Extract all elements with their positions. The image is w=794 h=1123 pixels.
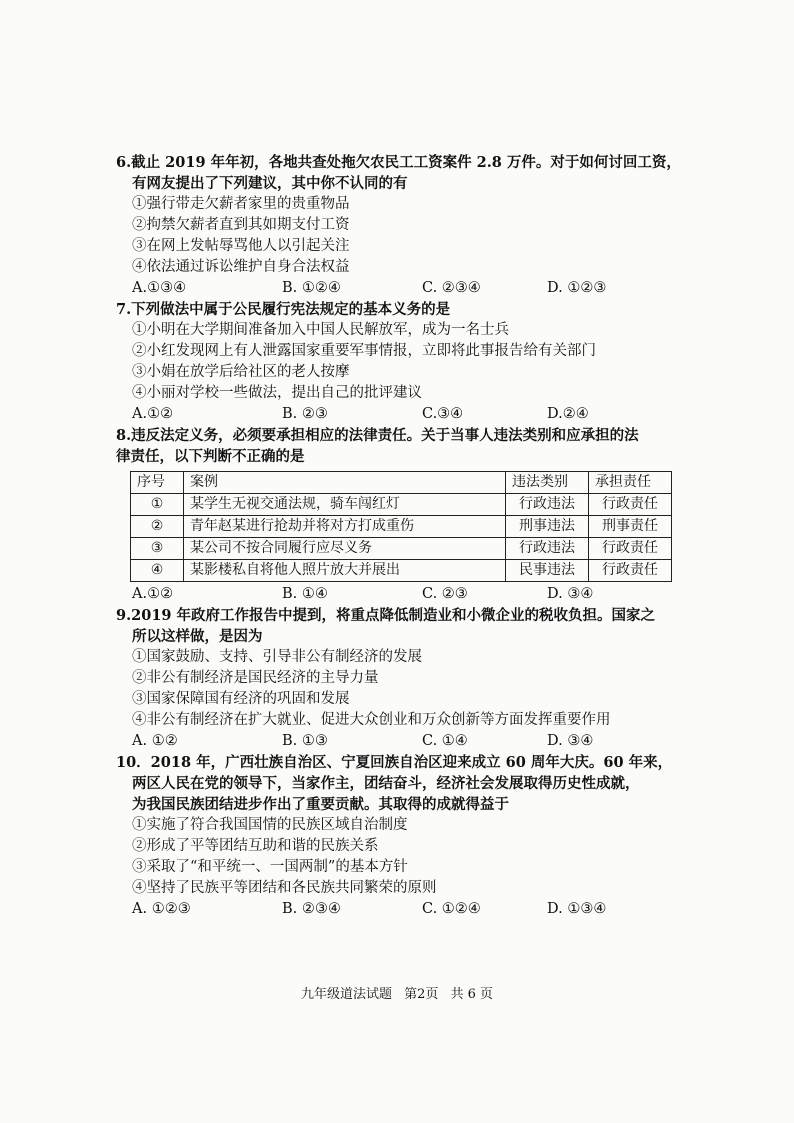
question-6	[116, 152, 686, 299]
choice-a: A.①②	[132, 586, 174, 602]
table-row	[131, 560, 672, 582]
question-9-option-4: ④非公有制经济在扩大就业、促进大众创业和万众创新等方面发挥重要作用	[132, 712, 611, 728]
footer-page-number: 第2页	[404, 987, 439, 1002]
choice-a: A.①③④	[132, 280, 187, 296]
question-9-option-3: ③国家保障国有经济的巩固和发展	[132, 691, 350, 707]
question-10-option-3: ③采取了“和平统一、一国两制”的基本方针	[132, 859, 408, 875]
choice-a: A. ①②③	[132, 901, 191, 917]
question-10-choices	[116, 899, 686, 920]
question-9	[116, 605, 686, 752]
question-10	[116, 752, 686, 920]
question-9-stem-line1: 9.2019 年政府工作报告中提到，将重点降低制造业和小微企业的税收负担。国家之	[116, 607, 656, 624]
table-header-number: 序号	[131, 472, 184, 494]
table-cell: 某影楼私自将他人照片放大并展出	[184, 560, 506, 582]
question-7	[116, 299, 686, 425]
table-cell: 行政违法	[506, 494, 589, 516]
table-row	[131, 494, 672, 516]
choice-d: D. ①②③	[547, 280, 607, 296]
question-10-option-2: ②形成了平等团结互助和谐的民族关系	[132, 838, 379, 854]
table-row	[131, 538, 672, 560]
table-header-row	[131, 472, 672, 494]
table-header-liability: 承担责任	[589, 472, 672, 494]
table-header-violation-type: 违法类别	[506, 472, 589, 494]
question-6-option-4: ④依法通过诉讼维护自身合法权益	[132, 259, 350, 275]
question-9-option-2: ②非公有制经济是国民经济的主导力量	[132, 670, 379, 686]
question-7-option-2: ②小红发现网上有人泄露国家重要军事情报，立即将此事报告给有关部门	[132, 343, 596, 359]
question-9-option-1: ①国家鼓励、支持、引导非公有制经济的发展	[132, 649, 422, 665]
question-6-stem-line1: 6.截止 2019 年年初，各地共查处拖欠农民工工资案件 2.8 万件。对于如何讨回工资，	[116, 154, 681, 171]
table-cell: ①	[131, 494, 184, 516]
question-8-choices	[116, 584, 686, 605]
choice-d: D. ③④	[547, 733, 594, 749]
question-7-stem-line1: 7.下列做法中属于公民履行宪法规定的基本义务的是	[116, 301, 451, 318]
question-6-option-1: ①强行带走欠薪者家里的贵重物品	[132, 196, 350, 212]
table-cell: 某学生无视交通法规，骑车闯红灯	[184, 494, 506, 516]
question-7-option-4: ④小丽对学校一些做法，提出自己的批评建议	[132, 385, 422, 401]
question-7-choices	[116, 404, 686, 425]
question-7-option-3: ③小娟在放学后给社区的老人按摩	[132, 364, 350, 380]
table-row	[131, 516, 672, 538]
question-10-option-1: ①实施了符合我国国情的民族区域自治制度	[132, 817, 408, 833]
question-9-choices	[116, 731, 686, 752]
table-cell: 刑事责任	[589, 516, 672, 538]
question-8-stem-line2: 律责任，以下判断不正确的是	[116, 448, 305, 465]
choice-d: D.②④	[547, 406, 589, 422]
table-cell: ②	[131, 516, 184, 538]
table-cell: 民事违法	[506, 560, 589, 582]
question-10-stem-line1: 10．2018 年，广西壮族自治区、宁夏回族自治区迎来成立 60 周年大庆。60 年来，	[116, 754, 673, 771]
question-8	[116, 425, 686, 605]
table-header-case: 案例	[184, 472, 506, 494]
question-list	[116, 152, 686, 920]
table-cell: 行政责任	[589, 538, 672, 560]
choice-b: B. ①③	[282, 733, 328, 749]
question-10-stem-line2: 两区人民在党的领导下，当家作主，团结奋斗，经济社会发展取得历史性成就，	[132, 775, 640, 792]
choice-c: C. ②③④	[422, 280, 481, 296]
question-6-option-3: ③在网上发帖辱骂他人以引起关注	[132, 238, 350, 254]
table-cell: ③	[131, 538, 184, 560]
choice-b: B. ①②④	[282, 280, 341, 296]
question-8-stem-line1: 8.违反法定义务，必须要承担相应的法律责任。关于当事人违法类别和应承担的法	[116, 427, 639, 444]
question-7-option-1: ①小明在大学期间准备加入中国人民解放军，成为一名士兵	[132, 322, 509, 338]
choice-c: C. ①④	[422, 733, 468, 749]
table-cell: 行政责任	[589, 560, 672, 582]
choice-a: A. ①②	[132, 733, 178, 749]
violation-table	[130, 471, 672, 582]
page-footer	[0, 983, 794, 1002]
table-cell: 某公司不按合同履行应尽义务	[184, 538, 506, 560]
choice-c: C. ②③	[422, 586, 468, 602]
choice-d: D. ③④	[547, 586, 594, 602]
table-cell: ④	[131, 560, 184, 582]
choice-c: C. ①②④	[422, 901, 481, 917]
choice-a: A.①②	[132, 406, 174, 422]
footer-subject: 九年级道法试题	[300, 987, 392, 1002]
footer-total-pages: 共 6 页	[450, 987, 494, 1002]
table-cell: 青年赵某进行抢劫并将对方打成重伤	[184, 516, 506, 538]
table-cell: 行政违法	[506, 538, 589, 560]
question-6-stem-line2: 有网友提出了下列建议，其中你不认同的有	[132, 175, 408, 192]
question-6-choices	[116, 278, 686, 299]
table-cell: 刑事违法	[506, 516, 589, 538]
choice-b: B. ②③④	[282, 901, 341, 917]
choice-b: B. ①④	[282, 586, 328, 602]
question-9-stem-line2: 所以这样做，是因为	[132, 628, 263, 645]
choice-c: C.③④	[422, 406, 464, 422]
question-10-option-4: ④坚持了民族平等团结和各民族共同繁荣的原则	[132, 880, 437, 896]
question-10-stem-line3: 为我国民族团结进步作出了重要贡献。其取得的成就得益于	[132, 796, 509, 813]
table-cell: 行政责任	[589, 494, 672, 516]
choice-b: B. ②③	[282, 406, 328, 422]
question-6-option-2: ②拘禁欠薪者直到其如期支付工资	[132, 217, 350, 233]
choice-d: D. ①③④	[547, 901, 607, 917]
